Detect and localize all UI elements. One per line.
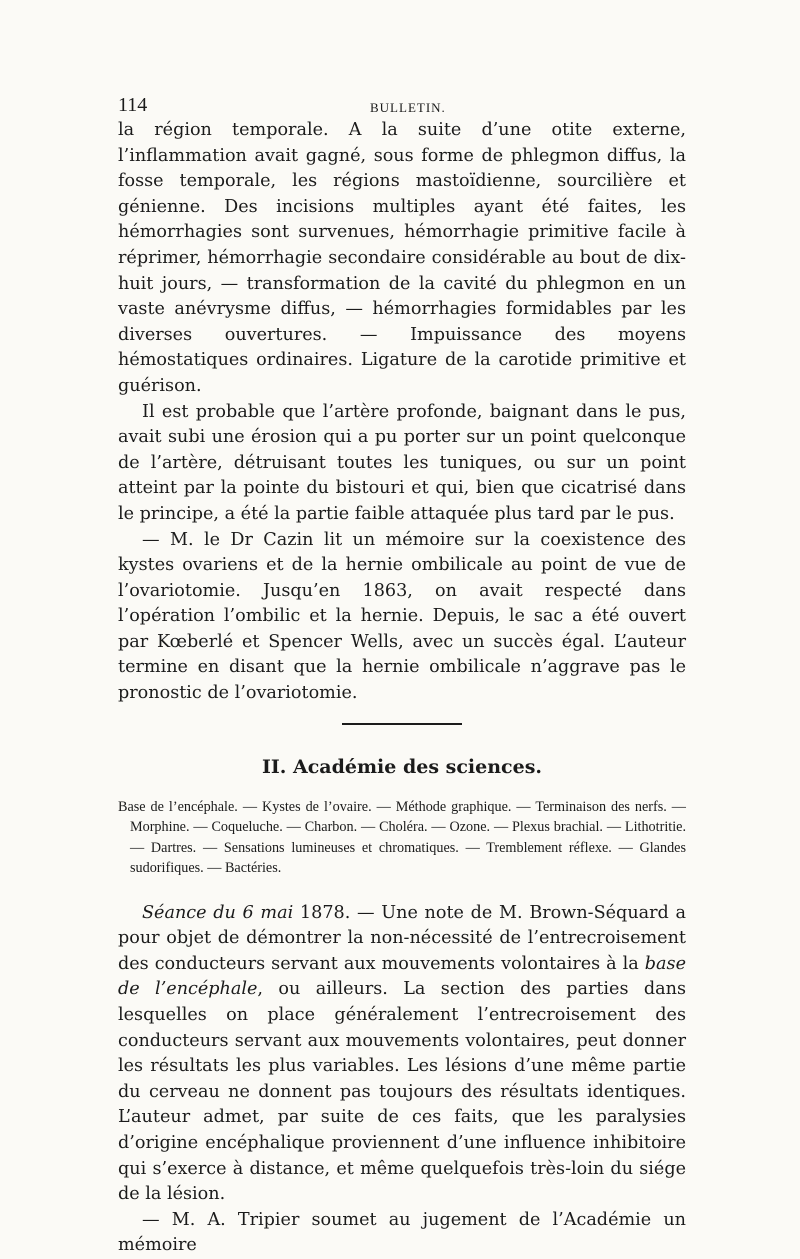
page-number: 114 xyxy=(118,94,148,116)
seance-label: Séance du 6 mai xyxy=(142,902,294,923)
section-title: II. Académie des sciences. xyxy=(261,755,543,778)
section-divider xyxy=(342,723,462,725)
seance-text-2: , ou ailleurs. La section des parties dans lesquelles on place généralement l’entrecroisement des conducteurs servant aux mouvements volontaires, peut donner les résultats les plus variables. Les lésions d’une même partie du cerveau ne donnent pas toujours des résultats identiques. L’auteur admet, par suite de ces faits, que les paralysies d’origine encéphalique proviennent d’une influence inhibitoire qui s’exerce à distance, et même quelquefois très-loin du siége de la lésion. xyxy=(118,979,686,1205)
page xyxy=(118,92,686,1259)
last-line: — M. A. Tripier soumet au jugement de l’Académie un mémoire xyxy=(118,1209,686,1256)
paragraph-3: — M. le Dr Cazin lit un mémoire sur la coexistence des kystes ovariens et de la hernie ombilicale au point de vue de l’ovariotomie. Jusqu’en 1863, on avait respecté dans l’opération l’ombilic et la hernie. Depuis, le sac a été ouvert par Kœberlé et Spencer Wells, avec un succès égal. L’auteur termine en disant que la hernie ombilicale n’aggrave pas le pronostic de l’ovariotomie. xyxy=(118,529,686,704)
seance-italic-term: base de l’encéphale xyxy=(118,953,686,1000)
paragraph-2: Il est probable que l’artère profonde, baignant dans le pus, avait subi une érosion qui a pu porter sur un point quelconque de l’artère, détruisant toutes les tuniques, ou sur un point atteint par la pointe du bistouri et qui, bien que cicatrisé dans le principe, a été la partie faible attaquée plus tard par le pus. xyxy=(118,401,686,524)
page-header xyxy=(118,92,686,118)
paragraph-1: la région temporale. A la suite d’une otite externe, l’inflammation avait gagné, sous forme de phlegmon diffus, la fosse temporale, les régions mastoïdienne, sourcilière et génienne. Des incisions multiples ayant été faites, les hémorrhagies sont survenues, hémorrhagie primitive facile à réprimer, hémorrhagie secondaire considérable au bout de dix-huit jours, — transformation de la cavité du phlegmon en un vaste anévrysme diffus, — hémorrhagies formidables par les diverses ouvertures. — Impuissance des moyens hémostatiques ordinaires. Ligature de la carotide primitive et guérison. xyxy=(118,120,686,396)
section-summary: Base de l’encéphale. — Kystes de l’ovaire. — Méthode graphique. — Terminaison des nerfs. — Morphine. — Coqueluche. — Charbon. — Choléra. — Ozone. — Plexus brachial. — Lithotritie. — Dartres. — Sensations lumineuses et chromatiques. — Tremblement réflexe. — Glandes sudorifiques. — Bactéries. xyxy=(118,798,686,877)
running-title: BULLETIN. xyxy=(370,100,446,115)
seance-paragraph xyxy=(118,901,686,1208)
seance-text-1: 1878. — Une note de M. Brown-Séquard a pour objet de démontrer la non-nécessité de l’entrecroisement des conducteurs servant aux mouvements volontaires à la xyxy=(118,902,686,974)
